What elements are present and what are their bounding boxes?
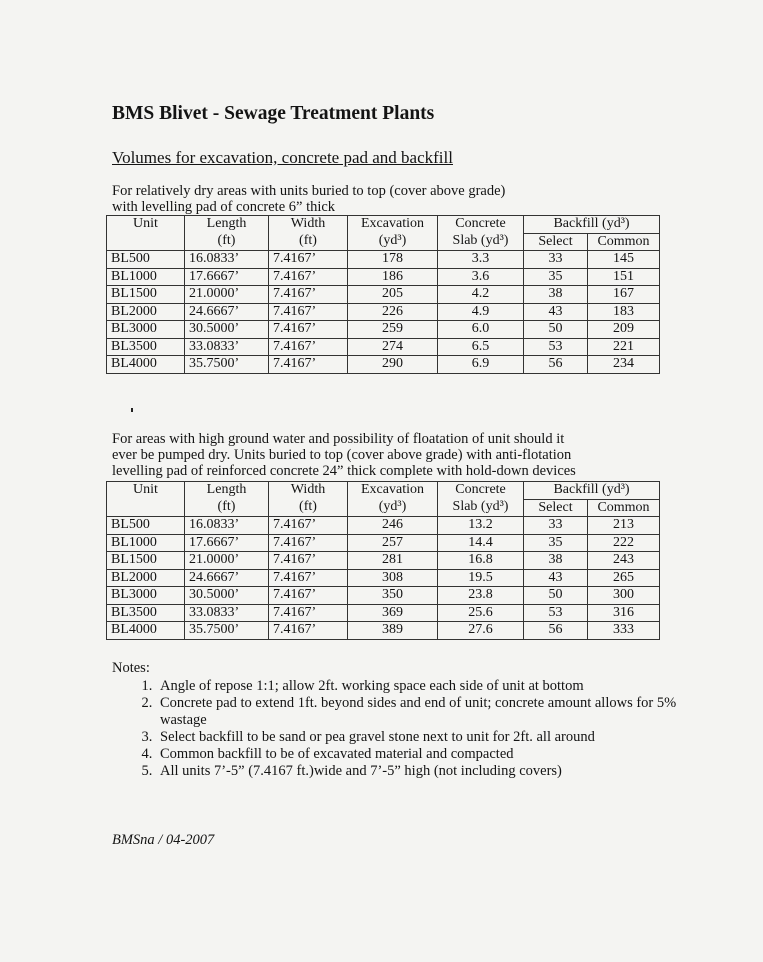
cell-width: 7.4167’ bbox=[269, 356, 348, 374]
cell-width: 7.4167’ bbox=[269, 569, 348, 587]
cell-backfill-common: 316 bbox=[588, 604, 660, 622]
cell-unit: BL3500 bbox=[107, 338, 185, 356]
cell-concrete-slab: 3.3 bbox=[438, 251, 524, 269]
cell-excavation: 246 bbox=[348, 517, 438, 535]
cell-backfill-select: 53 bbox=[524, 338, 588, 356]
cell-concrete-slab: 4.9 bbox=[438, 303, 524, 321]
cell-concrete-slab: 19.5 bbox=[438, 569, 524, 587]
cell-backfill-select: 50 bbox=[524, 587, 588, 605]
cell-concrete-slab: 4.2 bbox=[438, 286, 524, 304]
cell-excavation: 369 bbox=[348, 604, 438, 622]
notes-title: Notes: bbox=[112, 660, 150, 676]
header-backfill: Backfill (yd³) bbox=[524, 482, 660, 500]
document-footer: BMSna / 04-2007 bbox=[112, 832, 215, 848]
header-common: Common bbox=[588, 499, 660, 517]
cell-backfill-common: 209 bbox=[588, 321, 660, 339]
header-excavation: Excavation bbox=[348, 482, 438, 500]
section2-intro bbox=[112, 431, 576, 479]
cell-width: 7.4167’ bbox=[269, 587, 348, 605]
scan-speck bbox=[131, 408, 133, 412]
cell-width: 7.4167’ bbox=[269, 286, 348, 304]
cell-backfill-common: 222 bbox=[588, 534, 660, 552]
header-length: Length bbox=[185, 482, 269, 500]
cell-backfill-common: 167 bbox=[588, 286, 660, 304]
cell-backfill-select: 33 bbox=[524, 517, 588, 535]
cell-backfill-common: 183 bbox=[588, 303, 660, 321]
header-concrete-unit: Slab (yd³) bbox=[438, 499, 524, 517]
section1-intro-line2: with levelling pad of concrete 6” thick bbox=[112, 199, 336, 215]
cell-unit: BL1000 bbox=[107, 534, 185, 552]
cell-backfill-select: 38 bbox=[524, 286, 588, 304]
cell-backfill-select: 50 bbox=[524, 321, 588, 339]
cell-backfill-common: 333 bbox=[588, 622, 660, 640]
cell-width: 7.4167’ bbox=[269, 534, 348, 552]
cell-backfill-common: 265 bbox=[588, 569, 660, 587]
cell-length: 24.6667’ bbox=[185, 303, 269, 321]
section1-intro bbox=[112, 183, 505, 215]
section1-intro-line1: For relatively dry areas with units buried to top (cover above grade) bbox=[112, 183, 506, 199]
header-unit-blank bbox=[107, 233, 185, 251]
cell-backfill-select: 35 bbox=[524, 534, 588, 552]
cell-backfill-select: 38 bbox=[524, 552, 588, 570]
high-water-volumes-table bbox=[106, 481, 660, 640]
cell-width: 7.4167’ bbox=[269, 303, 348, 321]
header-common: Common bbox=[588, 233, 660, 251]
cell-length: 33.0833’ bbox=[185, 338, 269, 356]
cell-backfill-select: 35 bbox=[524, 268, 588, 286]
note-item: 3. Select backfill to be sand or pea gravel stone next to unit for 2ft. all around bbox=[156, 729, 696, 746]
header-width: Width bbox=[269, 482, 348, 500]
cell-backfill-select: 53 bbox=[524, 604, 588, 622]
page-subtitle: Volumes for excavation, concrete pad and backfill bbox=[112, 148, 453, 167]
cell-width: 7.4167’ bbox=[269, 622, 348, 640]
header-length: Length bbox=[185, 216, 269, 234]
cell-unit: BL1000 bbox=[107, 268, 185, 286]
header-excavation: Excavation bbox=[348, 216, 438, 234]
cell-length: 21.0000’ bbox=[185, 286, 269, 304]
cell-concrete-slab: 16.8 bbox=[438, 552, 524, 570]
table-row bbox=[107, 251, 660, 269]
cell-concrete-slab: 13.2 bbox=[438, 517, 524, 535]
cell-unit: BL3500 bbox=[107, 604, 185, 622]
header-backfill: Backfill (yd³) bbox=[524, 216, 660, 234]
cell-backfill-common: 151 bbox=[588, 268, 660, 286]
table-row bbox=[107, 569, 660, 587]
header-concrete: Concrete bbox=[438, 482, 524, 500]
table-row bbox=[107, 268, 660, 286]
cell-concrete-slab: 6.0 bbox=[438, 321, 524, 339]
cell-backfill-select: 43 bbox=[524, 303, 588, 321]
header-length-unit: (ft) bbox=[185, 499, 269, 517]
table-row bbox=[107, 303, 660, 321]
cell-unit: BL500 bbox=[107, 517, 185, 535]
cell-excavation: 178 bbox=[348, 251, 438, 269]
table-row bbox=[107, 604, 660, 622]
cell-unit: BL2000 bbox=[107, 303, 185, 321]
header-width-unit: (ft) bbox=[269, 499, 348, 517]
notes-list bbox=[112, 678, 696, 780]
cell-backfill-common: 300 bbox=[588, 587, 660, 605]
cell-width: 7.4167’ bbox=[269, 604, 348, 622]
cell-concrete-slab: 27.6 bbox=[438, 622, 524, 640]
header-length-unit: (ft) bbox=[185, 233, 269, 251]
cell-unit: BL4000 bbox=[107, 622, 185, 640]
header-concrete: Concrete bbox=[438, 216, 524, 234]
cell-length: 24.6667’ bbox=[185, 569, 269, 587]
section2-intro-line2: ever be pumped dry. Units buried to top (cover above grade) with anti-flotation bbox=[112, 447, 572, 463]
cell-backfill-select: 43 bbox=[524, 569, 588, 587]
cell-excavation: 226 bbox=[348, 303, 438, 321]
table-row bbox=[107, 321, 660, 339]
note-item: 5. All units 7’-5” (7.4167 ft.)wide and 7’-5” high (not including covers) bbox=[156, 763, 696, 780]
section2-intro-line3: levelling pad of reinforced concrete 24” thick complete with hold-down devices bbox=[112, 463, 576, 479]
cell-width: 7.4167’ bbox=[269, 338, 348, 356]
cell-concrete-slab: 3.6 bbox=[438, 268, 524, 286]
header-select: Select bbox=[524, 233, 588, 251]
cell-backfill-select: 33 bbox=[524, 251, 588, 269]
header-excavation-unit: (yd³) bbox=[348, 233, 438, 251]
cell-width: 7.4167’ bbox=[269, 268, 348, 286]
header-unit: Unit bbox=[107, 216, 185, 234]
cell-backfill-common: 243 bbox=[588, 552, 660, 570]
cell-unit: BL1500 bbox=[107, 552, 185, 570]
cell-length: 30.5000’ bbox=[185, 587, 269, 605]
cell-length: 17.6667’ bbox=[185, 268, 269, 286]
cell-excavation: 274 bbox=[348, 338, 438, 356]
table-row bbox=[107, 622, 660, 640]
cell-unit: BL3000 bbox=[107, 587, 185, 605]
cell-excavation: 389 bbox=[348, 622, 438, 640]
cell-length: 21.0000’ bbox=[185, 552, 269, 570]
cell-excavation: 350 bbox=[348, 587, 438, 605]
cell-unit: BL500 bbox=[107, 251, 185, 269]
cell-excavation: 186 bbox=[348, 268, 438, 286]
header-width-unit: (ft) bbox=[269, 233, 348, 251]
table-row bbox=[107, 286, 660, 304]
cell-backfill-select: 56 bbox=[524, 356, 588, 374]
note-item: 1. Angle of repose 1:1; allow 2ft. working space each side of unit at bottom bbox=[156, 678, 696, 695]
header-excavation-unit: (yd³) bbox=[348, 499, 438, 517]
table-row bbox=[107, 534, 660, 552]
header-unit-blank bbox=[107, 499, 185, 517]
cell-concrete-slab: 6.9 bbox=[438, 356, 524, 374]
cell-backfill-select: 56 bbox=[524, 622, 588, 640]
cell-concrete-slab: 14.4 bbox=[438, 534, 524, 552]
cell-excavation: 257 bbox=[348, 534, 438, 552]
cell-concrete-slab: 6.5 bbox=[438, 338, 524, 356]
cell-unit: BL1500 bbox=[107, 286, 185, 304]
table-row bbox=[107, 552, 660, 570]
table-row bbox=[107, 517, 660, 535]
header-select: Select bbox=[524, 499, 588, 517]
cell-excavation: 308 bbox=[348, 569, 438, 587]
cell-concrete-slab: 23.8 bbox=[438, 587, 524, 605]
header-concrete-unit: Slab (yd³) bbox=[438, 233, 524, 251]
dry-area-volumes-table bbox=[106, 215, 660, 374]
cell-excavation: 290 bbox=[348, 356, 438, 374]
cell-length: 35.7500’ bbox=[185, 622, 269, 640]
header-unit: Unit bbox=[107, 482, 185, 500]
cell-excavation: 259 bbox=[348, 321, 438, 339]
cell-backfill-common: 145 bbox=[588, 251, 660, 269]
high-water-table-body bbox=[107, 517, 660, 640]
cell-unit: BL3000 bbox=[107, 321, 185, 339]
table-row bbox=[107, 356, 660, 374]
cell-length: 16.0833’ bbox=[185, 517, 269, 535]
note-item: 4. Common backfill to be of excavated material and compacted bbox=[156, 746, 696, 763]
cell-unit: BL2000 bbox=[107, 569, 185, 587]
dry-table-body bbox=[107, 251, 660, 374]
cell-length: 30.5000’ bbox=[185, 321, 269, 339]
cell-length: 16.0833’ bbox=[185, 251, 269, 269]
cell-width: 7.4167’ bbox=[269, 251, 348, 269]
cell-length: 35.7500’ bbox=[185, 356, 269, 374]
cell-backfill-common: 234 bbox=[588, 356, 660, 374]
cell-backfill-common: 221 bbox=[588, 338, 660, 356]
cell-width: 7.4167’ bbox=[269, 517, 348, 535]
cell-concrete-slab: 25.6 bbox=[438, 604, 524, 622]
section2-intro-line1: For areas with high ground water and possibility of floatation of unit should it bbox=[112, 431, 565, 447]
cell-backfill-common: 213 bbox=[588, 517, 660, 535]
cell-width: 7.4167’ bbox=[269, 552, 348, 570]
note-item: 2. Concrete pad to extend 1ft. beyond sides and end of unit; concrete amount allows for 5% wastage bbox=[156, 695, 696, 729]
table-row bbox=[107, 338, 660, 356]
table-row bbox=[107, 587, 660, 605]
header-width: Width bbox=[269, 216, 348, 234]
cell-unit: BL4000 bbox=[107, 356, 185, 374]
cell-width: 7.4167’ bbox=[269, 321, 348, 339]
cell-excavation: 281 bbox=[348, 552, 438, 570]
cell-length: 33.0833’ bbox=[185, 604, 269, 622]
page-title: BMS Blivet - Sewage Treatment Plants bbox=[112, 103, 435, 124]
cell-length: 17.6667’ bbox=[185, 534, 269, 552]
cell-excavation: 205 bbox=[348, 286, 438, 304]
